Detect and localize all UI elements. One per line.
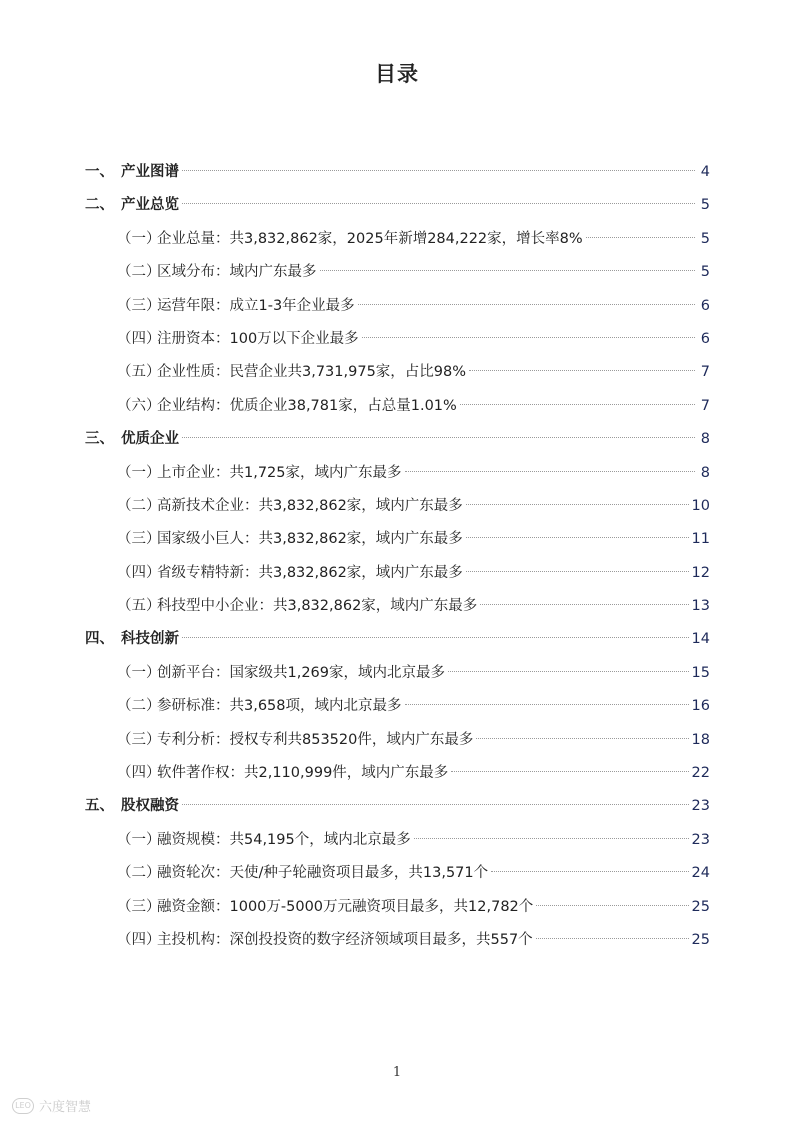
toc-entry-label: 省级专精特新：共3,832,862家，域内广东最多 bbox=[157, 564, 463, 581]
toc-entry-page: 22 bbox=[691, 765, 710, 782]
toc-entry-page: 13 bbox=[691, 598, 710, 615]
toc-subsection-entry[interactable] bbox=[85, 523, 710, 556]
toc-entry-label: 上市企业：共1,725家，域内广东最多 bbox=[157, 464, 402, 481]
toc-subsection-entry[interactable] bbox=[85, 290, 710, 323]
toc-entry-label: 产业图谱 bbox=[121, 164, 179, 180]
toc-subsection-entry[interactable] bbox=[85, 590, 710, 623]
toc-dot-leader bbox=[466, 504, 689, 505]
toc-entry-number: （二） bbox=[117, 264, 161, 281]
toc-entry-label: 软件著作权：共2,110,999件，域内广东最多 bbox=[157, 765, 449, 782]
toc-entry-page: 5 bbox=[700, 264, 710, 281]
toc-entry-page: 25 bbox=[691, 898, 710, 915]
toc-subsection-entry[interactable] bbox=[85, 356, 710, 389]
toc-entry-number: （四） bbox=[117, 931, 161, 948]
toc-entry-label: 企业结构：优质企业38,781家，占总量1.01% bbox=[157, 397, 457, 414]
toc-entry-page: 7 bbox=[700, 397, 710, 414]
toc-entry-page: 18 bbox=[691, 731, 710, 748]
toc-entry-number: （五） bbox=[117, 598, 161, 615]
toc-entry-page: 25 bbox=[691, 931, 710, 948]
toc-subsection-entry[interactable] bbox=[85, 390, 710, 423]
toc-entry-number: 五、 bbox=[85, 798, 114, 815]
toc-entry-number: （四） bbox=[117, 564, 161, 581]
toc-entry-label: 股权融资 bbox=[121, 798, 179, 815]
toc-entry-page: 8 bbox=[700, 431, 710, 448]
toc-dot-leader bbox=[362, 337, 695, 338]
toc-dot-leader bbox=[469, 370, 695, 371]
toc-subsection-entry[interactable] bbox=[85, 323, 710, 356]
toc-entry-page: 5 bbox=[700, 197, 710, 214]
toc-dot-leader bbox=[491, 871, 688, 872]
toc-entry-label: 企业性质：民营企业共3,731,975家，占比98% bbox=[157, 364, 467, 381]
toc-section-entry[interactable] bbox=[85, 189, 710, 222]
toc-entry-number: （一） bbox=[117, 464, 161, 481]
toc-entry-page: 23 bbox=[691, 831, 710, 848]
toc-entry-page: 23 bbox=[691, 798, 710, 815]
toc-entry-page: 11 bbox=[691, 531, 710, 548]
toc-entry-page: 10 bbox=[691, 497, 710, 514]
toc-dot-leader bbox=[182, 203, 695, 204]
toc-entry-number: （二） bbox=[117, 497, 161, 514]
toc-entry-number: （四） bbox=[117, 330, 161, 347]
page-title: 目录 bbox=[375, 62, 419, 86]
toc-entry-number: （二） bbox=[117, 865, 161, 882]
toc-subsection-entry[interactable] bbox=[85, 457, 710, 490]
toc-subsection-entry[interactable] bbox=[85, 891, 710, 924]
toc-entry-number: （三） bbox=[117, 898, 161, 915]
toc-entry-label: 科技型中小企业：共3,832,862家，域内广东最多 bbox=[157, 598, 478, 615]
toc-dot-leader bbox=[448, 671, 689, 672]
toc-entry-page: 16 bbox=[691, 698, 710, 715]
toc-entry-number: （一） bbox=[117, 230, 161, 247]
logo-icon: LEO bbox=[12, 1098, 34, 1114]
toc-entry-label: 产业总览 bbox=[121, 197, 179, 214]
toc-section-entry[interactable] bbox=[85, 790, 710, 823]
watermark bbox=[12, 1096, 91, 1115]
watermark-text: 六度智慧 bbox=[39, 1100, 92, 1115]
toc-entry-page: 14 bbox=[691, 631, 710, 648]
toc-entry-page: 24 bbox=[691, 865, 710, 882]
toc-subsection-entry[interactable] bbox=[85, 824, 710, 857]
toc-entry-page: 15 bbox=[691, 664, 710, 681]
toc-subsection-entry[interactable] bbox=[85, 757, 710, 790]
toc-dot-leader bbox=[480, 604, 688, 605]
toc-entry-label: 科技创新 bbox=[121, 631, 179, 648]
toc-entry-label: 主投机构：深创投投资的数字经济领域项目最多，共557个 bbox=[157, 931, 533, 948]
toc-dot-leader bbox=[358, 304, 695, 305]
toc-subsection-entry[interactable] bbox=[85, 490, 710, 523]
toc-entry-page: 6 bbox=[700, 297, 710, 314]
toc-subsection-entry[interactable] bbox=[85, 256, 710, 289]
toc-entry-page: 7 bbox=[700, 364, 710, 381]
toc-subsection-entry[interactable] bbox=[85, 223, 710, 256]
toc-dot-leader bbox=[476, 738, 688, 739]
toc-entry-number: （六） bbox=[117, 397, 161, 414]
toc-entry-label: 参研标准：共3,658项，域内北京最多 bbox=[157, 698, 402, 715]
toc-subsection-entry[interactable] bbox=[85, 857, 710, 890]
toc-entry-label: 优质企业 bbox=[121, 431, 179, 448]
toc-subsection-entry[interactable] bbox=[85, 924, 710, 957]
toc-dot-leader bbox=[182, 804, 689, 805]
toc-entry-page: 12 bbox=[691, 564, 710, 581]
toc-entry-label: 专利分析：授权专利共853520件，域内广东最多 bbox=[157, 731, 474, 748]
toc-dot-leader bbox=[460, 404, 695, 405]
toc-dot-leader bbox=[182, 170, 695, 171]
toc-entry-label: 高新技术企业：共3,832,862家，域内广东最多 bbox=[157, 497, 463, 514]
toc-section-entry[interactable] bbox=[85, 623, 710, 656]
toc-entry-number: （四） bbox=[117, 765, 161, 782]
toc-subsection-entry[interactable] bbox=[85, 690, 710, 723]
toc-entry-number: （五） bbox=[117, 364, 161, 381]
toc-dot-leader bbox=[405, 471, 695, 472]
toc-entry-number: 二、 bbox=[85, 197, 114, 214]
toc-entry-number: （三） bbox=[117, 531, 161, 548]
toc-entry-label: 融资轮次：天使/种子轮融资项目最多，共13,571个 bbox=[157, 865, 489, 882]
toc-dot-leader bbox=[182, 637, 689, 638]
toc-entry-page: 8 bbox=[700, 464, 710, 481]
toc-entry-number: 三、 bbox=[85, 431, 114, 448]
toc-entry-label: 企业总量：共3,832,862家，2025年新增284,222家，增长率8% bbox=[157, 230, 583, 247]
toc-entry-label: 创新平台：国家级共1,269家，域内北京最多 bbox=[157, 664, 446, 681]
toc-entry-number: （一） bbox=[117, 831, 161, 848]
toc-subsection-entry[interactable] bbox=[85, 724, 710, 757]
toc-dot-leader bbox=[536, 905, 688, 906]
toc-entry-label: 区域分布：域内广东最多 bbox=[157, 264, 317, 281]
toc-dot-leader bbox=[466, 571, 689, 572]
toc-dot-leader bbox=[536, 938, 689, 939]
toc-entry-label: 运营年限：成立1-3年企业最多 bbox=[157, 297, 355, 314]
toc-entry-number: （三） bbox=[117, 297, 161, 314]
toc-dot-leader bbox=[466, 537, 689, 538]
toc-entry-number: （二） bbox=[117, 698, 161, 715]
toc-entry-label: 注册资本：100万以下企业最多 bbox=[157, 330, 359, 347]
toc-dot-leader bbox=[182, 437, 695, 438]
table-of-contents bbox=[85, 156, 710, 957]
toc-entry-page: 5 bbox=[700, 230, 710, 247]
toc-dot-leader bbox=[586, 237, 695, 238]
toc-entry-label: 融资规模：共54,195个，域内北京最多 bbox=[157, 831, 411, 848]
toc-entry-number: （一） bbox=[117, 664, 161, 681]
toc-dot-leader bbox=[320, 270, 696, 271]
toc-section-entry[interactable] bbox=[85, 423, 710, 456]
toc-entry-number: （三） bbox=[117, 731, 161, 748]
toc-entry-label: 国家级小巨人：共3,832,862家，域内广东最多 bbox=[157, 531, 463, 548]
toc-entry-page: 6 bbox=[700, 330, 710, 347]
toc-entry-number: 一、 bbox=[85, 164, 114, 180]
toc-section-entry[interactable] bbox=[85, 156, 710, 189]
toc-subsection-entry[interactable] bbox=[85, 657, 710, 690]
toc-entry-page: 4 bbox=[700, 164, 710, 180]
toc-dot-leader bbox=[405, 704, 689, 705]
toc-dot-leader bbox=[451, 771, 688, 772]
toc-dot-leader bbox=[414, 838, 689, 839]
toc-entry-number: 四、 bbox=[85, 631, 114, 648]
page-number: 1 bbox=[392, 1065, 402, 1080]
toc-subsection-entry[interactable] bbox=[85, 557, 710, 590]
toc-entry-label: 融资金额：1000万-5000万元融资项目最多，共12,782个 bbox=[157, 898, 534, 915]
